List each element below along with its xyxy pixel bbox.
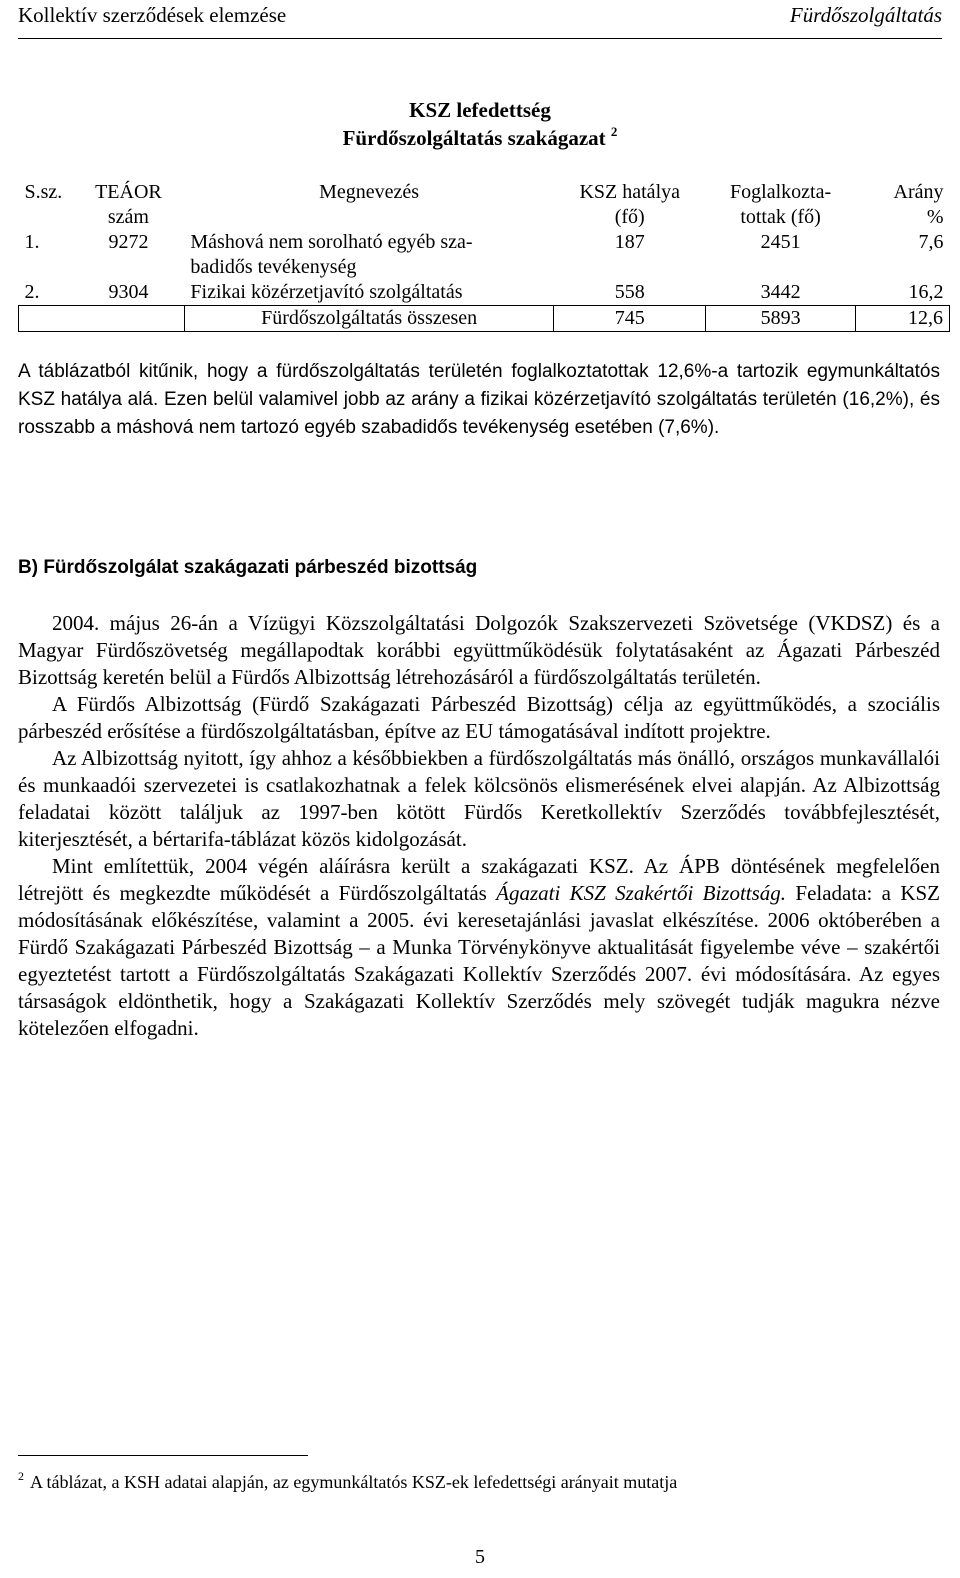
footnote-separator <box>18 1455 308 1456</box>
table-title <box>0 96 960 152</box>
cell-total-employed: 5893 <box>706 306 856 332</box>
cell-ksz: 558 <box>614 281 645 303</box>
table-total-row <box>19 306 950 332</box>
table-commentary-paragraph: A táblázatból kitűnik, hogy a fürdőszolgáltatás területén foglalkoztatottak 12,6%-a tartozik egymunkáltatós KSZ hatálya alá. Ezen belül valamivel jobb az arány a fizikai közérzetjavító szolgáltatás területén (16,2%), és rosszabb a máshová nem tartozó egyéb szabadidős tevékenység esetében (7,6%). <box>18 361 940 438</box>
body-paragraph: Az Albizottság nyitott, így ahhoz a későbbiekben a fürdőszolgáltatás más önálló, országos munkavállalói és munkaadói szervezetei is csatlakozhatnak a felek kölcsönös elismerésének elvei alapján. Az Albizottság feladatai között találjuk az 1997-ben kötött Fürdős Keretkollektív Szerződés továbbfejlesztését, kiterjesztését, a bértarifa-táblázat közös kidolgozását. <box>18 746 940 851</box>
header-document-title: Kollektív szerződések elemzése <box>18 3 287 27</box>
table-title-text: Fürdőszolgáltatás szakágazat <box>342 126 606 150</box>
cell-teaor: 9304 <box>108 281 149 303</box>
cell-total-ksz: 745 <box>554 306 706 332</box>
section-body <box>18 610 940 1042</box>
page-number: 5 <box>475 1546 485 1568</box>
header-ssz: S.sz. <box>24 181 63 203</box>
footnote <box>18 1470 677 1494</box>
coverage-table <box>18 180 950 332</box>
table-header-row <box>19 180 950 230</box>
header-section-title: Fürdőszolgáltatás <box>789 3 942 27</box>
header-ksz: KSZ hatálya (fő) <box>579 181 680 228</box>
table-title-line1: KSZ lefedettség <box>409 98 551 122</box>
header-teaor: TEÁOR szám <box>95 181 162 228</box>
cell-name: Máshová nem sorolható egyéb sza- badidős tevékenység <box>190 231 473 278</box>
footnote-number: 2 <box>18 1469 24 1483</box>
table-row <box>19 280 950 306</box>
header-employed: Foglalkozta- tottak (fő) <box>730 181 832 228</box>
running-header <box>18 0 942 39</box>
body-paragraph: Mint említettük, 2004 végén aláírásra került a szakágazati KSZ. Az ÁPB döntésének megfelelően létrejött és megkezdte működését a Fürdőszolgáltatás Ágazati KSZ Szakértői Bizottság. Feladata: a KSZ módosításának előkészítése, valamint a 2005. évi keresetajánlási javaslat elkészítése. 2006 októberében a Fürdő Szakágazati Párbeszéd Bizottság – a Munka Törvénykönyve aktualitását figyelembe véve – szakértői egyeztetést tartott a Fürdőszolgáltatás Szakágazati Kollektív Szerződés 2007. évi módosítására. Az egyes társaságok eldönthetik, hogy a Szakágazati Kollektív Szerződés mely szövegét tudják magukra nézve kötelezően elfogadni. <box>18 854 940 1040</box>
cell-name: Fizikai közérzetjavító szolgáltatás <box>190 281 463 303</box>
cell-teaor: 9272 <box>108 231 149 253</box>
footnote-text: A táblázat, a KSH adatai alapján, az egymunkáltatós KSZ-ek lefedettségi arányait mutatja <box>30 1472 678 1492</box>
cell-ratio: 16,2 <box>908 281 944 303</box>
cell-ksz: 187 <box>614 231 645 253</box>
cell-employed: 3442 <box>760 281 801 303</box>
table-title-line2 <box>0 124 960 152</box>
cell-total-ratio: 12,6 <box>856 306 950 332</box>
header-name: Megnevezés <box>319 181 420 203</box>
cell-total-name: Fürdőszolgáltatás összesen <box>184 306 553 332</box>
italic-committee-name: Ágazati KSZ Szakértői Bizottság. <box>496 881 787 905</box>
cell-empty <box>19 306 185 332</box>
body-paragraph: A Fürdős Albizottság (Fürdő Szakágazati Párbeszéd Bizottság) célja az együttműködés, a szociális párbeszéd erősítése a fürdőszolgáltatásban, építve az EU támogatásával indított projektre. <box>18 692 940 743</box>
footnote-reference[interactable]: 2 <box>610 124 618 139</box>
section-heading: B) Fürdőszolgálat szakágazati párbeszéd bizottság <box>18 557 478 578</box>
cell-employed: 2451 <box>760 231 801 253</box>
body-paragraph: 2004. május 26-án a Vízügyi Közszolgáltatási Dolgozók Szakszervezeti Szövetsége (VKDSZ) és a Magyar Fürdőszövetség megállapodtak korábbi együttműködésük folytatásaként az Ágazati Párbeszéd Bizottság keretén belül a Fürdős Albizottság létrehozásáról a fürdőszolgáltatás területén. <box>18 611 940 689</box>
cell-ssz: 2. <box>24 281 40 303</box>
cell-ratio: 7,6 <box>918 231 944 253</box>
header-ratio: Arány % <box>893 181 944 228</box>
cell-ssz: 1. <box>24 231 40 253</box>
table-row <box>19 230 950 280</box>
